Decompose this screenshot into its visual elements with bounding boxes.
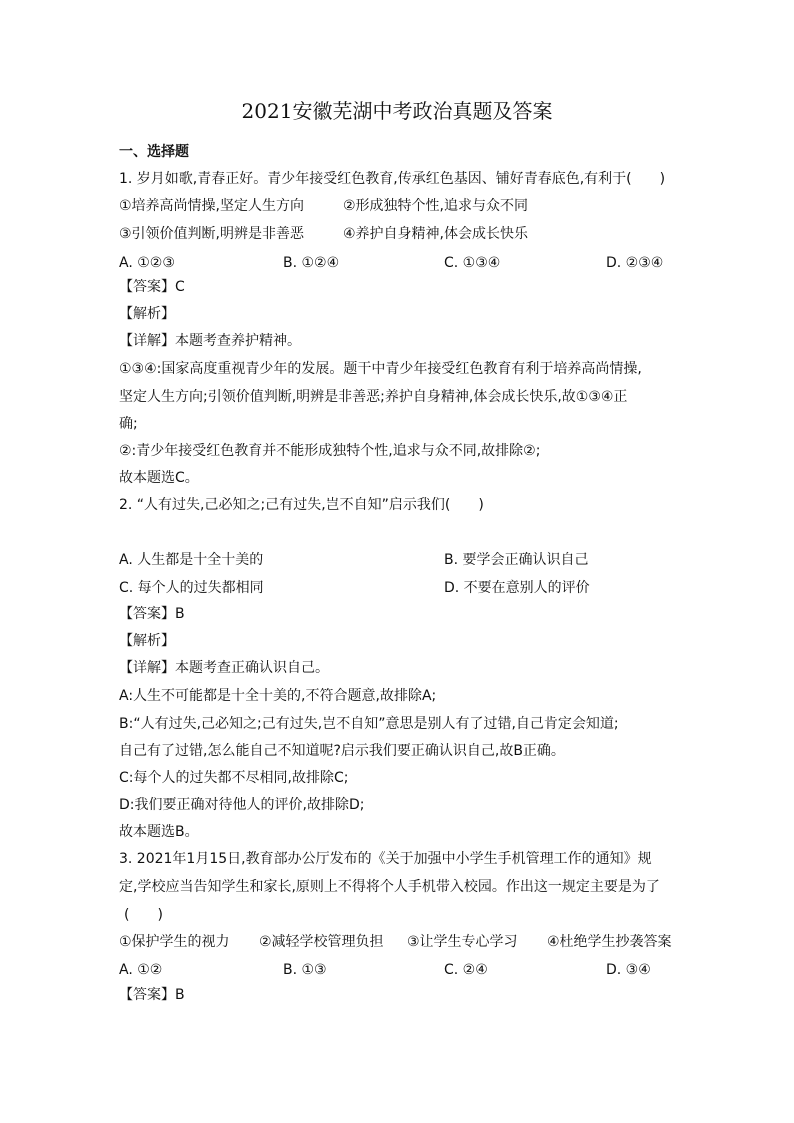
q1-explanation-line-4: ②:青少年接受红色教育并不能形成独特个性,追求与众不同,故排除②; — [119, 443, 541, 459]
q3-stem-line-1: 3. 2021年1月15日,教育部办公厅发布的《关于加强中小学生手机管理工作的通知》规 — [119, 851, 652, 867]
q3-option-a: A. ①② — [119, 962, 163, 978]
q1-explanation-line-2: 坚定人生方向;引领价值判断,明辨是非善恶;养护自身精神,体会成长快乐,故①③④正 — [119, 389, 628, 405]
q2-option-c: C. 每个人的过失都相同 — [119, 580, 264, 596]
q1-option-c: C. ①③④ — [444, 255, 501, 271]
q3-item-1: ①保护学生的视力 — [119, 934, 230, 950]
q1-item-3: ③引领价值判断,明辨是非善恶 — [119, 226, 305, 242]
q1-option-a: A. ①②③ — [119, 255, 175, 271]
q2-stem: 2. “人有过失,己必知之;己有过失,岂不自知”启示我们( ) — [119, 497, 484, 513]
q2-explanation-b-line-1: B:“人有过失,己必知之;己有过失,岂不自知”意思是别人有了过错,自己肯定会知道; — [119, 716, 619, 732]
q2-option-d: D. 不要在意别人的评价 — [444, 580, 590, 596]
q3-item-4: ④杜绝学生抄袭答案 — [547, 934, 672, 950]
q2-option-a: A. 人生都是十全十美的 — [119, 552, 264, 568]
q2-explanation-d: D:我们要正确对待他人的评价,故排除D; — [119, 797, 365, 813]
q2-conclusion: 故本题选B。 — [119, 824, 199, 840]
q3-item-2: ②减轻学校管理负担 — [259, 934, 384, 950]
q1-analysis-label: 【解析】 — [119, 306, 175, 322]
q2-explanation-a: A:人生不可能都是十全十美的,不符合题意,故排除A; — [119, 688, 437, 704]
q3-answer: 【答案】B — [119, 987, 185, 1003]
q2-explanation-b-line-2: 自己有了过错,怎么能自己不知道呢?启示我们要正确认识自己,故B正确。 — [119, 743, 565, 759]
q1-option-b: B. ①②④ — [283, 255, 340, 271]
document-title: 2021安徽芜湖中考政治真题及答案 — [241, 99, 553, 123]
q1-answer: 【答案】C — [119, 279, 185, 295]
section-heading: 一、选择题 — [119, 144, 189, 160]
q3-option-c: C. ②④ — [444, 962, 488, 978]
q2-detail: 【详解】本题考查正确认识自己。 — [119, 660, 329, 676]
q2-answer: 【答案】B — [119, 606, 185, 622]
q3-option-d: D. ③④ — [606, 962, 651, 978]
q3-item-3: ③让学生专心学习 — [407, 934, 518, 950]
q1-item-1: ①培养高尚情操,坚定人生方向 — [119, 198, 305, 214]
q1-explanation-line-3: 确; — [119, 416, 138, 432]
q2-analysis-label: 【解析】 — [119, 633, 175, 649]
q3-stem-line-2: 定,学校应当告知学生和家长,原则上不得将个人手机带入校园。作出这一规定主要是为了 — [119, 879, 660, 895]
q1-detail: 【详解】本题考查养护精神。 — [119, 333, 301, 349]
q2-explanation-c: C:每个人的过失都不尽相同,故排除C; — [119, 770, 349, 786]
q3-option-b: B. ①③ — [283, 962, 327, 978]
q3-stem-line-3: ( ) — [124, 907, 163, 923]
q1-conclusion: 故本题选C。 — [119, 470, 199, 486]
q1-stem: 1. 岁月如歌,青春正好。青少年接受红色教育,传承红色基因、铺好青春底色,有利于( ) — [119, 171, 666, 187]
q1-item-4: ④养护自身精神,体会成长快乐 — [343, 226, 529, 242]
q1-item-2: ②形成独特个性,追求与众不同 — [343, 198, 529, 214]
q1-explanation-line-1: ①③④:国家高度重视青少年的发展。题干中青少年接受红色教育有利于培养高尚情操, — [119, 361, 642, 377]
q1-option-d: D. ②③④ — [606, 255, 664, 271]
q2-option-b: B. 要学会正确认识自己 — [444, 552, 589, 568]
